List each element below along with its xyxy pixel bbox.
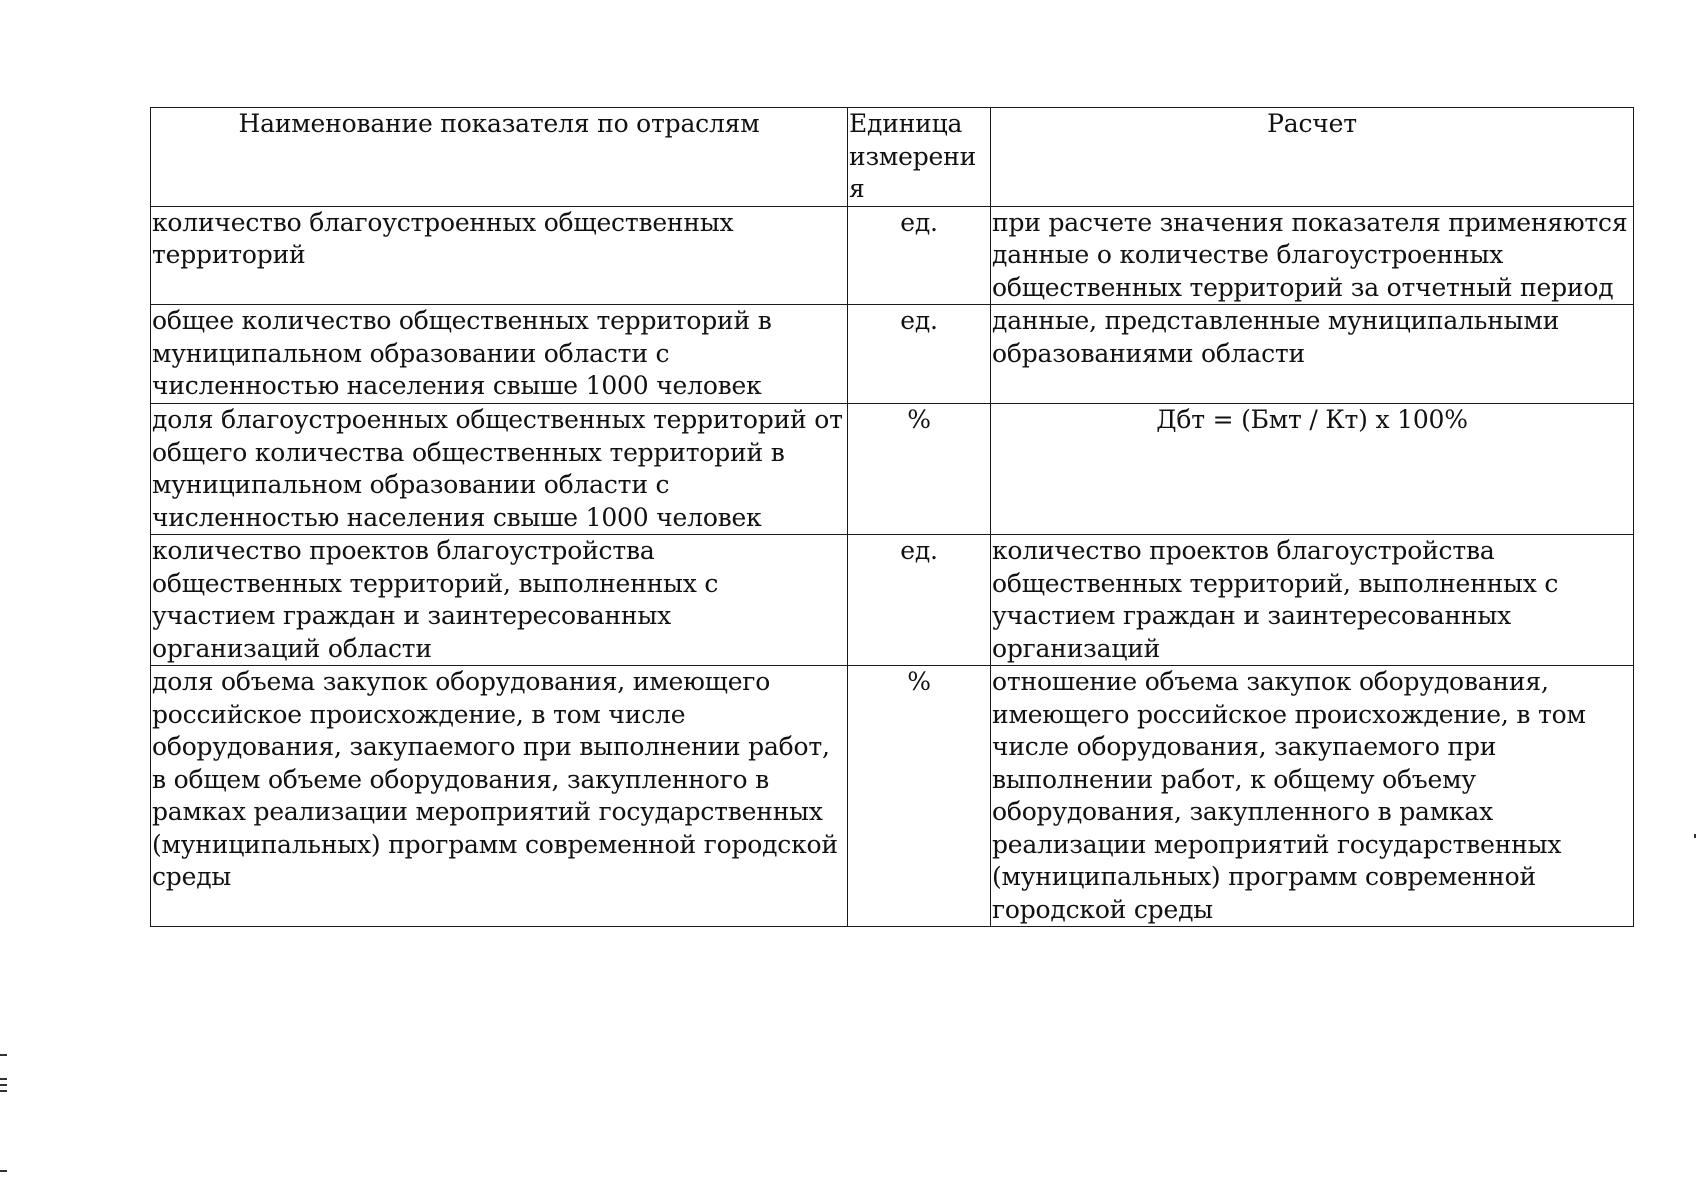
scan-mark: [0, 1078, 7, 1080]
calculation-cell: данные, представленные муниципальными образованиями области: [991, 305, 1634, 404]
table-row: [151, 666, 1634, 927]
unit-cell: ед.: [848, 535, 991, 666]
table-row: [151, 404, 1634, 535]
table-header-row: [151, 108, 1634, 207]
scan-mark: [1694, 834, 1696, 838]
scan-mark: [0, 1084, 7, 1086]
header-indicator-name: Наименование показателя по отраслям: [151, 108, 848, 207]
scan-mark: [0, 1170, 7, 1172]
unit-cell: ед.: [848, 305, 991, 404]
table-row: [151, 535, 1634, 666]
table-row: [151, 206, 1634, 305]
indicator-name-cell: доля объема закупок оборудования, имеющего российское происхождение, в том числе оборудования, закупаемого при выполнении работ, в общем объеме оборудования, закупленного в рамках реализации мероприятий государственных (муниципальных) программ современной городской среды: [151, 666, 848, 927]
calculation-cell: отношение объема закупок оборудования, имеющего российское происхождение, в том числе оборудования, закупаемого при выполнении работ, к общему объему оборудования, закупленного в рамках реализации мероприятий государственных (муниципальных) программ современной городской среды: [991, 666, 1634, 927]
scan-mark: [0, 1090, 7, 1092]
table-row: [151, 305, 1634, 404]
scan-mark: [0, 1054, 7, 1056]
calculation-formula-cell: Дбт = (Бмт / Кт) х 100%: [991, 404, 1634, 535]
unit-cell: ед.: [848, 206, 991, 305]
indicator-name-cell: доля благоустроенных общественных территорий от общего количества общественных территорий в муниципальном образовании области с численностью населения свыше 1000 человек: [151, 404, 848, 535]
indicator-name-cell: общее количество общественных территорий в муниципальном образовании области с численностью населения свыше 1000 человек: [151, 305, 848, 404]
calculation-cell: количество проектов благоустройства общественных территорий, выполненных с участием граждан и заинтересованных организаций: [991, 535, 1634, 666]
header-calculation: Расчет: [991, 108, 1634, 207]
indicator-name-cell: количество благоустроенных общественных территорий: [151, 206, 848, 305]
indicator-name-cell: количество проектов благоустройства общественных территорий, выполненных с участием граждан и заинтересованных организаций области: [151, 535, 848, 666]
indicators-table: [150, 107, 1634, 927]
calculation-cell: при расчете значения показателя применяются данные о количестве благоустроенных общественных территорий за отчетный период: [991, 206, 1634, 305]
header-unit: Единица измерения: [848, 108, 991, 207]
unit-cell: %: [848, 404, 991, 535]
unit-cell: %: [848, 666, 991, 927]
